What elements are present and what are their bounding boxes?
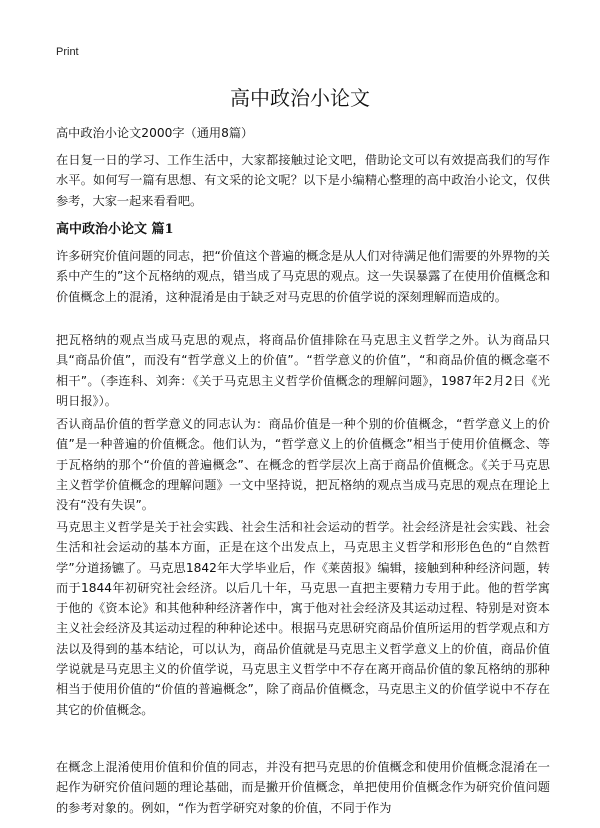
body-paragraph-1: 许多研究价值问题的同志，把“价值这个普遍的概念是从人们对待满足他们需要的外界物的关系中产生的”这个瓦格纳的观点，错当成了马克思的观点。这一失误暴露了在使用价值概念和价值概念上的混淆，这种混淆是由于缺乏对马克思的价值学说的深刻理解而造成的。 [56,249,550,304]
section-heading: 高中政治小论文 篇1 [56,222,174,237]
page-title: 高中政治小论文 [230,86,370,110]
body-paragraph-5: 在概念上混淆使用价值和价值的同志，并没有把马克思的价值概念和使用价值概念混淆在一起作为研究价值问题的理论基础，而是撇开价值概念，单把使用价值概念作为研究价值问题的参考对象的。例如，“作为哲学研究对象的价值，不同于作为 [56,760,550,815]
body-paragraph-4: 马克思主义哲学是关于社会实践、社会生活和社会运动的哲学。社会经济是社会实践、社会生活和社会运动的基本方面，正是在这个出发点上，马克思主义哲学和形形色色的“自然哲学”分道扬镳了。马克思1842年大学毕业后，作《莱茵报》编辑，接触到种种经济问题，转而于1844年初研究社会经济。以后几十年，马克思一直把主要精力专用于此。他的哲学寓于他的《资本论》和其他种种经济著作中，寓于他对社会经济及其运动过程、特别是对资本主义社会经济及其运动过程的种种论述中。根据马克思研究商品价值所运用的哲学观点和方法以及得到的基本结论，可以认为，商品价值就是马克思主义哲学意义上的价值，商品价值学说就是马克思主义的价值学说，马克思主义哲学中不存在离开商品价值的象瓦格纳的那种相当于使用价值的“价值的普遍概念”，除了商品价值概念，马克思主义的价值学说中不存在其它的价值概念。 [56,520,550,717]
body-paragraph-3: 否认商品价值的哲学意义的同志认为：商品价值是一种个别的价值概念，“哲学意义上的价值”是一种普遍的价值概念。他们认为，“哲学意义上的价值概念”相当于使用价值概念、等于瓦格纳的那个“价值的普遍概念”、在概念的哲学层次上高于商品价值概念。《关于马克思主义哲学价值概念的理解问题》一文中坚持说，把瓦格纳的观点当成马克思的观点在理论上没有“没有失误”。 [56,417,550,513]
intro-paragraph: 在日复一日的学习、工作生活中，大家都接触过论文吧，借助论文可以有效提高我们的写作水平。如何写一篇有思想、有文采的论文呢？以下是小编精心整理的高中政治小论文，仅供参考，大家一起来看看吧。 [56,153,550,208]
body-paragraph-2: 把瓦格纳的观点当成马克思的观点，将商品价值排除在马克思主义哲学之外。认为商品只具“商品价值”，而没有“哲学意义上的价值”。“哲学意义的价值”，“和商品价值的概念毫不相干”。（李连科、刘奔：《关于马克思主义哲学价值概念的理解问题》，1987年2月2日《光明日报》）。 [56,333,550,408]
document-subtitle: 高中政治小论文2000字（通用8篇） [56,126,254,140]
print-label: Print [56,46,79,58]
